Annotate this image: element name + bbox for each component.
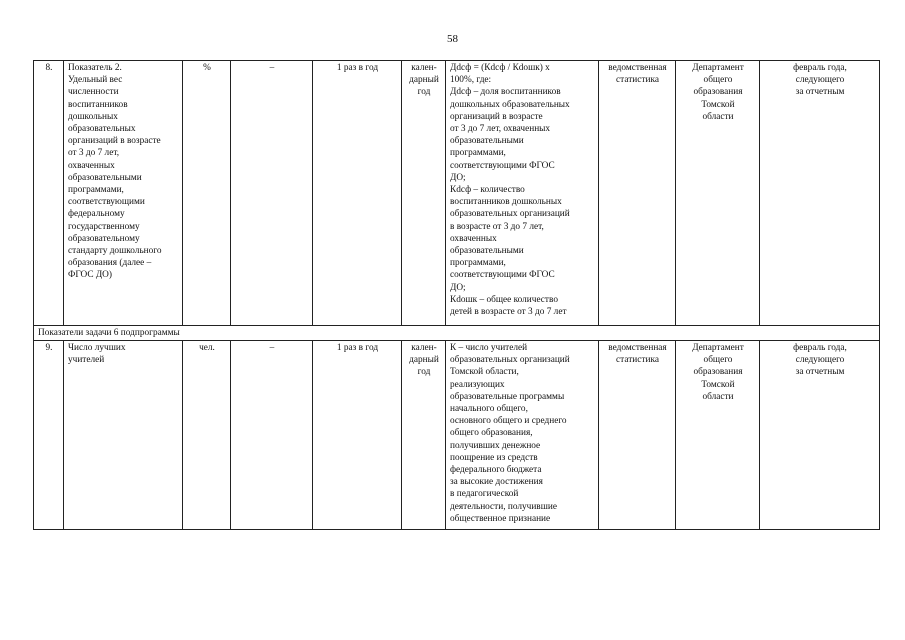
responsible-cell — [676, 61, 760, 326]
formula-line: федерального бюджета — [450, 465, 542, 476]
formula-line: программами, — [450, 258, 506, 269]
responsible-line: общего — [703, 355, 733, 366]
period-line: год — [417, 87, 431, 98]
formula-line: поощрение из средств — [450, 452, 538, 463]
formula-cell — [446, 341, 599, 530]
formula-line: программами, — [450, 148, 506, 159]
period-cell — [402, 341, 446, 530]
indicator-name-line: Число лучших — [68, 343, 126, 353]
formula-line: организаций в возрасте — [450, 111, 543, 122]
source-line: ведомственная — [608, 63, 667, 73]
indicator-name-line: программами, — [68, 185, 124, 196]
formula-line: ДО; — [450, 172, 466, 183]
indicator-name-cell — [64, 61, 183, 326]
responsible-line: области — [702, 111, 734, 122]
indicator-name-line: образовательными — [68, 172, 142, 183]
responsible-line: Томской — [701, 99, 735, 110]
period-cell — [402, 61, 446, 326]
dash-cell: – — [231, 61, 313, 326]
indicator-name-line: стандарту дошкольного — [68, 246, 162, 257]
indicator-name-line: образовательных — [68, 124, 136, 135]
formula-line: Томской области, — [450, 367, 519, 378]
indicator-name-line: организаций в возрасте — [68, 136, 161, 147]
unit-cell: чел. — [183, 341, 231, 530]
indicator-name-cell — [64, 341, 183, 530]
deadline-line: февраль года, — [793, 63, 847, 73]
row-number: 9. — [34, 341, 64, 530]
formula-line: детей в возрасте от 3 до 7 лет — [450, 307, 567, 318]
formula-line: основного общего и среднего — [450, 416, 567, 427]
deadline-line: следующего — [795, 355, 845, 366]
formula-line: Кdсф – количество — [450, 185, 525, 196]
formula-cell — [446, 61, 599, 326]
formula-line: реализующих — [450, 379, 505, 390]
deadline-line: за отчетным — [795, 367, 845, 378]
responsible-line: Департамент — [692, 63, 744, 73]
source-line: статистика — [616, 355, 659, 366]
indicator-name-line: охваченных — [68, 160, 115, 171]
responsible-line: Департамент — [692, 343, 744, 353]
responsible-line: образования — [693, 87, 743, 98]
responsible-line: общего — [703, 75, 733, 86]
formula-line: в возрасте от 3 до 7 лет, — [450, 221, 544, 232]
formula-line: за высокие достижения — [450, 477, 543, 488]
deadline-cell — [760, 61, 880, 326]
formula-line: Кdошк – общее количество — [450, 294, 558, 305]
unit-cell: % — [183, 61, 231, 326]
row-number: 8. — [34, 61, 64, 326]
formula-line: образовательные программы — [450, 391, 565, 402]
formula-line: воспитанников дошкольных — [450, 197, 562, 208]
deadline-cell — [760, 341, 880, 530]
source-line: ведомственная — [608, 343, 667, 353]
formula-line: К – число учителей — [450, 343, 528, 353]
section-header: Показатели задачи 6 подпрограммы — [34, 326, 880, 341]
table-row — [34, 61, 880, 326]
frequency-cell: 1 раз в год — [313, 61, 402, 326]
formula-line: от 3 до 7 лет, охваченных — [450, 124, 551, 135]
formula-line: деятельности, получившие — [450, 501, 557, 512]
formula-line: Дdсф – доля воспитанников — [450, 87, 561, 98]
indicator-name-line: дошкольных — [68, 111, 118, 122]
period-line: кален- — [411, 343, 437, 353]
formula-line: общественное признание — [450, 513, 551, 524]
formula-line: ДО; — [450, 282, 466, 293]
formula-line: соответствующими ФГОС — [450, 270, 555, 281]
source-cell — [599, 341, 676, 530]
indicator-name-line: воспитанников — [68, 99, 128, 110]
deadline-line: следующего — [795, 75, 845, 86]
formula-line: соответствующими ФГОС — [450, 160, 555, 171]
formula-line: образовательными — [450, 136, 524, 147]
indicator-name-line: Показатель 2. — [68, 63, 122, 73]
responsible-line: области — [702, 391, 734, 402]
period-line: дарный — [409, 355, 439, 366]
formula-line: дошкольных образовательных — [450, 99, 570, 110]
formula-line: в педагогической — [450, 489, 519, 500]
responsible-line: Томской — [701, 379, 735, 390]
period-line: дарный — [409, 75, 439, 86]
formula-line: образовательных организаций — [450, 355, 570, 366]
indicator-name-line: образовательному — [68, 233, 140, 244]
indicator-name-line: численности — [68, 87, 119, 98]
responsible-cell — [676, 341, 760, 530]
indicator-name-line: федеральному — [68, 209, 125, 220]
formula-line: образовательными — [450, 246, 524, 257]
formula-line: 100%, где: — [450, 75, 492, 86]
deadline-line: февраль года, — [793, 343, 847, 353]
indicator-name-line: от 3 до 7 лет, — [68, 148, 120, 159]
formula-line: охваченных — [450, 233, 497, 244]
formula-line: образовательных организаций — [450, 209, 570, 220]
formula-line: начального общего, — [450, 404, 528, 415]
dash-cell: – — [231, 341, 313, 530]
period-line: кален- — [411, 63, 437, 73]
source-line: статистика — [616, 75, 659, 86]
indicator-name-line: ФГОС ДО) — [68, 270, 112, 281]
period-line: год — [417, 367, 431, 378]
formula-line: общего образования, — [450, 428, 533, 439]
section-header-row — [34, 326, 880, 341]
indicator-name-line: образования (далее – — [68, 258, 152, 269]
formula-line: Дdсф = (Кdсф / Кdошк) х — [450, 63, 550, 73]
source-cell — [599, 61, 676, 326]
formula-line: получивших денежное — [450, 440, 541, 451]
indicator-table — [33, 60, 880, 530]
table-row — [34, 341, 880, 530]
frequency-cell: 1 раз в год — [313, 341, 402, 530]
indicator-name-line: соответствующими — [68, 197, 145, 208]
indicator-name-line: Удельный вес — [68, 75, 123, 86]
page-number: 58 — [447, 33, 458, 45]
responsible-line: образования — [693, 367, 743, 378]
deadline-line: за отчетным — [795, 87, 845, 98]
indicator-name-line: учителей — [68, 355, 105, 366]
indicator-name-line: государственному — [68, 221, 140, 232]
